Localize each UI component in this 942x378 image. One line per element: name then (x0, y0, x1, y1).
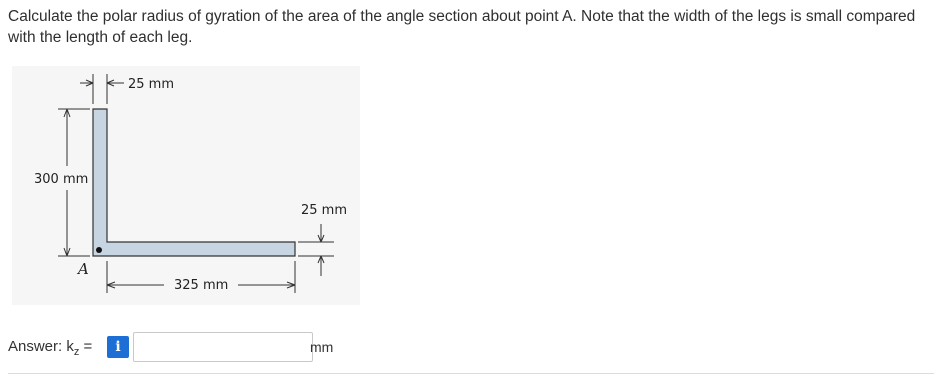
answer-label (8, 338, 92, 358)
dim-right-thickness-label: 25 mm (301, 203, 348, 218)
unit-label: mm (310, 339, 334, 355)
answer-label-prefix: Answer: k (8, 338, 74, 355)
point-a-label: A (78, 260, 89, 278)
dim-top-width-label: 25 mm (128, 77, 175, 92)
dim-height-label: 300 mm (34, 172, 89, 187)
answer-input[interactable] (133, 332, 313, 362)
dim-bottom-length-label: 325 mm (174, 278, 229, 293)
question-text: Calculate the polar radius of gyration of the area of the angle section about point A. Note that the width of the legs is small compared with the length of each leg. (8, 8, 916, 46)
answer-row (8, 331, 508, 363)
answer-label-subscript: z (73, 346, 80, 358)
bottom-divider (8, 373, 934, 374)
answer-label-suffix: = (79, 338, 93, 355)
info-icon[interactable]: i (107, 336, 129, 358)
angle-section-figure (0, 66, 942, 311)
point-a-marker (96, 247, 102, 253)
